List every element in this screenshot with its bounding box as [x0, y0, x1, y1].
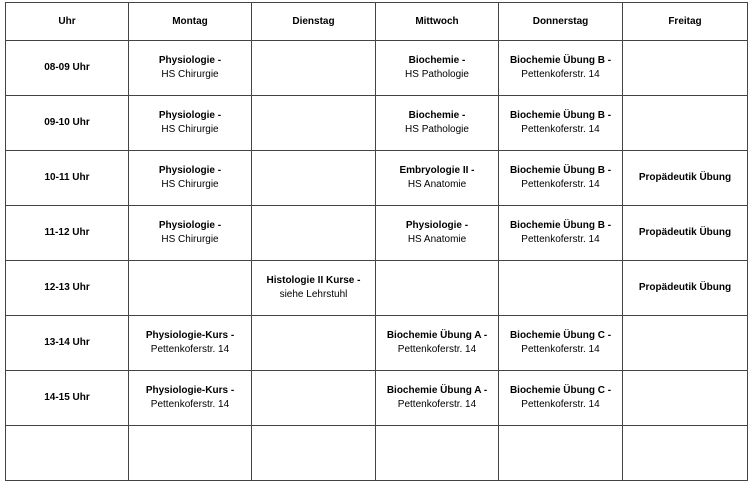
course-title: Physiologie - — [405, 220, 469, 231]
donnerstag-cell — [499, 316, 623, 371]
mittwoch-cell — [376, 261, 499, 316]
course-title: Biochemie Übung B - — [509, 220, 612, 231]
time-cell — [6, 371, 129, 426]
mittwoch-cell — [376, 371, 499, 426]
course-location: HS Chirurgie — [161, 124, 219, 135]
time-cell — [6, 206, 129, 261]
course-title: Biochemie Übung C - — [509, 385, 612, 396]
header-freitag: Freitag — [623, 3, 748, 41]
time-label: 13-14 Uhr — [44, 337, 90, 348]
table-row — [6, 261, 748, 316]
freitag-cell — [623, 426, 748, 481]
time-label: 10-11 Uhr — [44, 172, 90, 183]
table-row — [6, 96, 748, 151]
donnerstag-cell — [499, 96, 623, 151]
time-cell — [6, 426, 129, 481]
mittwoch-cell — [376, 96, 499, 151]
time-cell — [6, 151, 129, 206]
course-location: Pettenkoferstr. 14 — [521, 344, 600, 355]
montag-cell — [129, 206, 252, 261]
montag-cell — [129, 316, 252, 371]
mittwoch-cell — [376, 426, 499, 481]
dienstag-cell — [252, 151, 376, 206]
course-location: HS Anatomie — [407, 234, 467, 245]
table-row — [6, 41, 748, 96]
time-label: 12-13 Uhr — [44, 282, 90, 293]
freitag-cell — [623, 41, 748, 96]
donnerstag-cell — [499, 151, 623, 206]
freitag-cell — [623, 316, 748, 371]
mittwoch-cell — [376, 206, 499, 261]
freitag-cell — [623, 96, 748, 151]
time-label: 11-12 Uhr — [44, 227, 90, 238]
course-location: Pettenkoferstr. 14 — [521, 69, 600, 80]
dienstag-cell — [252, 261, 376, 316]
course-title: Biochemie Übung B - — [509, 165, 612, 176]
freitag-cell — [623, 261, 748, 316]
mittwoch-cell — [376, 41, 499, 96]
course-location: Pettenkoferstr. 14 — [521, 234, 600, 245]
course-title: Biochemie Übung B - — [509, 55, 612, 66]
time-label: 14-15 Uhr — [44, 392, 90, 403]
table-row — [6, 151, 748, 206]
dienstag-cell — [252, 96, 376, 151]
course-location: HS Chirurgie — [161, 234, 219, 245]
time-label: 08-09 Uhr — [44, 62, 90, 73]
freitag-cell — [623, 151, 748, 206]
course-title: Propädeutik Übung — [638, 172, 732, 183]
header-uhr: Uhr — [6, 3, 129, 41]
donnerstag-cell — [499, 41, 623, 96]
course-location: HS Chirurgie — [161, 179, 219, 190]
course-location: Pettenkoferstr. 14 — [397, 399, 477, 410]
header-dienstag: Dienstag — [252, 3, 376, 41]
course-title: Biochemie Übung A - — [386, 385, 488, 396]
course-location: HS Chirurgie — [161, 69, 219, 80]
donnerstag-cell — [499, 371, 623, 426]
course-location: Pettenkoferstr. 14 — [521, 124, 600, 135]
course-title: Physiologie-Kurs - — [145, 330, 235, 341]
time-cell — [6, 41, 129, 96]
course-title: Embryologie II - — [399, 165, 475, 176]
mittwoch-cell — [376, 151, 499, 206]
header-donnerstag: Donnerstag — [499, 3, 623, 41]
course-title: Propädeutik Übung — [638, 282, 732, 293]
montag-cell — [129, 41, 252, 96]
freitag-cell — [623, 206, 748, 261]
course-location: Pettenkoferstr. 14 — [521, 179, 600, 190]
course-title: Physiologie - — [158, 165, 222, 176]
time-label: 09-10 Uhr — [44, 117, 90, 128]
course-location: Pettenkoferstr. 14 — [397, 344, 477, 355]
course-location: Pettenkoferstr. 14 — [521, 399, 600, 410]
course-location: HS Pathologie — [405, 124, 469, 135]
montag-cell — [129, 151, 252, 206]
table-row — [6, 426, 748, 481]
course-title: Biochemie Übung C - — [509, 330, 612, 341]
dienstag-cell — [252, 316, 376, 371]
table-row — [6, 316, 748, 371]
donnerstag-cell — [499, 426, 623, 481]
course-title: Propädeutik Übung — [638, 227, 732, 238]
montag-cell — [129, 261, 252, 316]
course-title: Biochemie - — [408, 110, 466, 121]
course-title: Biochemie - — [408, 55, 466, 66]
course-title: Physiologie - — [158, 55, 222, 66]
montag-cell — [129, 96, 252, 151]
donnerstag-cell — [499, 261, 623, 316]
time-cell — [6, 316, 129, 371]
course-location: siehe Lehrstuhl — [279, 289, 348, 300]
montag-cell — [129, 371, 252, 426]
timetable — [5, 2, 748, 481]
course-title: Histologie II Kurse - — [266, 275, 361, 286]
course-title: Physiologie - — [158, 110, 222, 121]
table-row — [6, 371, 748, 426]
header-montag: Montag — [129, 3, 252, 41]
course-location: Pettenkoferstr. 14 — [150, 399, 230, 410]
table-row — [6, 206, 748, 261]
donnerstag-cell — [499, 206, 623, 261]
course-title: Biochemie Übung B - — [509, 110, 612, 121]
time-cell — [6, 96, 129, 151]
header-row — [6, 3, 748, 41]
dienstag-cell — [252, 41, 376, 96]
course-location: Pettenkoferstr. 14 — [150, 344, 230, 355]
freitag-cell — [623, 371, 748, 426]
dienstag-cell — [252, 206, 376, 261]
course-location: HS Anatomie — [407, 179, 467, 190]
dienstag-cell — [252, 426, 376, 481]
dienstag-cell — [252, 371, 376, 426]
course-title: Physiologie - — [158, 220, 222, 231]
montag-cell — [129, 426, 252, 481]
course-title: Biochemie Übung A - — [386, 330, 488, 341]
time-cell — [6, 261, 129, 316]
header-mittwoch: Mittwoch — [376, 3, 499, 41]
mittwoch-cell — [376, 316, 499, 371]
course-title: Physiologie-Kurs - — [145, 385, 235, 396]
course-location: HS Pathologie — [405, 69, 469, 80]
